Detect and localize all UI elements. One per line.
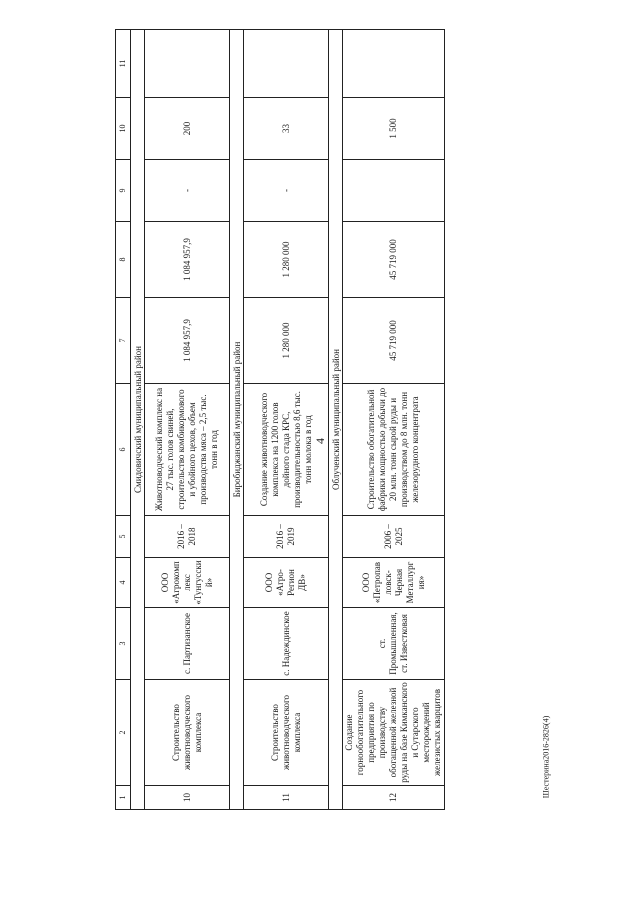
document-footer-code: Шестерина2016-2826(4)	[541, 715, 551, 799]
district-name: Облученский муниципальный район	[329, 30, 343, 810]
value-col11	[343, 30, 445, 98]
value-col9: -	[244, 160, 329, 222]
value-col10: 1 500	[343, 98, 445, 160]
investor-name: ООО «Агрокомплекс «Тунгусский»	[145, 558, 230, 608]
implementation-period: 2016 – 2019	[244, 516, 329, 558]
column-number: 10	[116, 98, 131, 160]
project-location: ст. Промышленная, ст. Известковая	[343, 608, 445, 680]
value-col10: 33	[244, 98, 329, 160]
implementation-period: 2016 – 2018	[145, 516, 230, 558]
project-location: с. Партизанское	[145, 608, 230, 680]
project-location: с. Надеждинское	[244, 608, 329, 680]
project-name: Строительство животноводческого комплекса	[145, 680, 230, 786]
column-number: 8	[116, 222, 131, 298]
project-name: Создание горнообогатительного предприятия по производству обогащенной железной руды на базе Кимканского и Сутарского месторождений железистых кварцитов	[343, 680, 445, 786]
value-col8: 45 719 000	[343, 222, 445, 298]
column-number: 1	[116, 786, 131, 810]
row-number: 11	[244, 786, 329, 810]
investor-name: ООО «Петропавловск-Черная Металлургия»	[343, 558, 445, 608]
district-name: Смидовичский муниципальный район	[131, 30, 145, 810]
value-col7: 1 280 000	[244, 298, 329, 384]
value-col9	[343, 160, 445, 222]
row-number: 12	[343, 786, 445, 810]
value-col9: -	[145, 160, 230, 222]
implementation-period: 2006 – 2025	[343, 516, 445, 558]
row-number: 10	[145, 786, 230, 810]
column-number: 4	[116, 558, 131, 608]
value-col10: 200	[145, 98, 230, 160]
district-header-row	[131, 30, 145, 810]
value-col8: 1 084 957,9	[145, 222, 230, 298]
table-row	[244, 30, 329, 810]
page-number: 4	[313, 438, 327, 444]
register-table	[115, 29, 445, 810]
project-description: Животноводческий комплекс на 27 тыс. голов свиней, строительство комбикормового и убойного цехов, объем производства мяса – 2,5 тыс. тонн в год	[145, 384, 230, 516]
column-number: 3	[116, 608, 131, 680]
investment-projects-table	[115, 30, 442, 810]
investor-name: ООО «Агро-Регион ДВ»	[244, 558, 329, 608]
project-description: Создание животноводческого комплекса на 1200 голов дойного стада КРС, производительностью 8,6 тыс. тонн молока в год	[244, 384, 329, 516]
district-header-row	[329, 30, 343, 810]
district-header-row	[230, 30, 244, 810]
table-row	[343, 30, 445, 810]
column-number: 7	[116, 298, 131, 384]
column-number: 11	[116, 30, 131, 98]
project-name: Строительство животноводческого комплекса	[244, 680, 329, 786]
district-name: Биробиджанский муниципальный район	[230, 30, 244, 810]
column-number: 2	[116, 680, 131, 786]
value-col11	[145, 30, 230, 98]
column-number: 5	[116, 516, 131, 558]
column-number: 9	[116, 160, 131, 222]
project-description: Строительство обогатительной фабрики мощностью добычи до 20 млн. тонн сырой руды и производством до 8 млн. тонн железорудного концентрата	[343, 384, 445, 516]
column-number-row	[116, 30, 131, 810]
value-col11	[244, 30, 329, 98]
value-col7: 45 719 000	[343, 298, 445, 384]
column-number: 6	[116, 384, 131, 516]
value-col7: 1 084 957,9	[145, 298, 230, 384]
value-col8: 1 280 000	[244, 222, 329, 298]
table-row	[145, 30, 230, 810]
